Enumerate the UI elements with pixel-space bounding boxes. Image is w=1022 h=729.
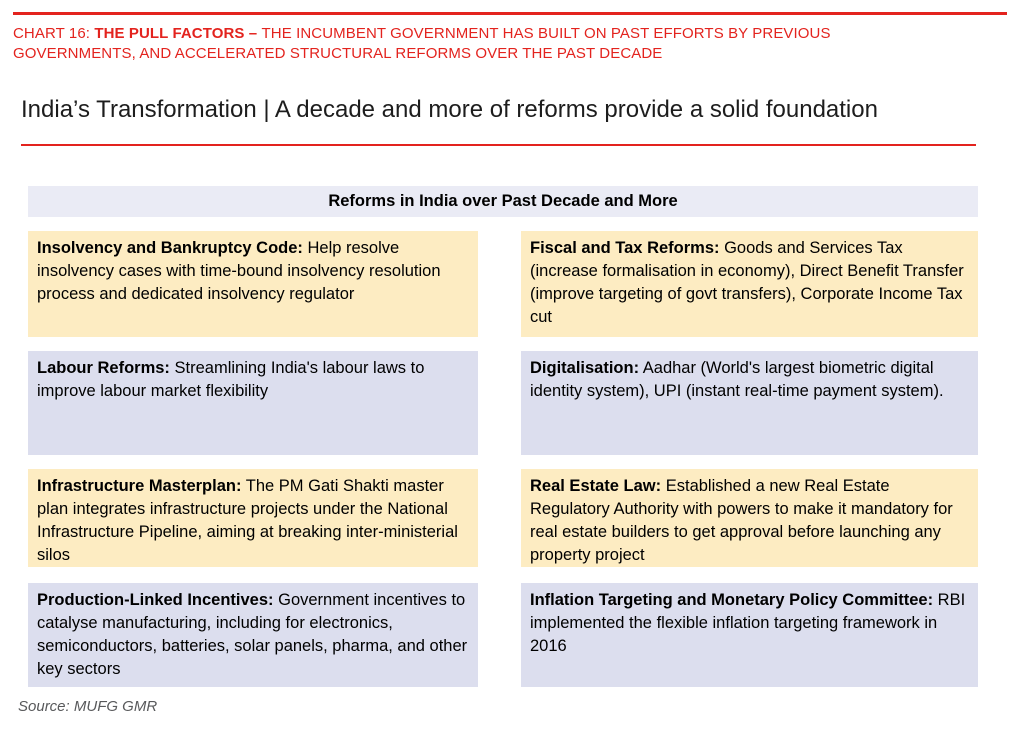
cell-heading: Production-Linked Incentives:	[37, 591, 274, 609]
cell-body: Help resolve insolvency cases with time-bound insolvency resolution process and dedicated insolvency regulator	[37, 239, 441, 303]
kicker-prefix: CHART 16:	[13, 25, 95, 42]
cell-heading: Fiscal and Tax Reforms:	[530, 239, 720, 257]
cell-heading: Real Estate Law:	[530, 477, 662, 495]
chart-kicker	[13, 24, 948, 64]
cell-body: Streamlining India's labour laws to improve labour market flexibility	[37, 359, 425, 400]
cell-real-estate-law	[521, 469, 978, 567]
cell-infrastructure-masterplan	[28, 469, 478, 567]
kicker-rest: THE INCUMBENT GOVERNMENT HAS BUILT ON PAST EFFORTS BY PREVIOUS GOVERNMENTS, AND ACCELERATED STRUCTURAL REFORMS OVER THE PAST DECADE	[13, 25, 831, 62]
cell-labour-reforms	[28, 351, 478, 455]
cell-heading: Infrastructure Masterplan:	[37, 477, 242, 495]
cell-body: Government incentives to catalyse manufacturing, including for electronics, semiconductors, batteries, solar panels, pharma, and other key sectors	[37, 591, 468, 678]
title-underline	[21, 144, 976, 146]
cell-insolvency-bankruptcy-code	[28, 231, 478, 337]
cell-digitalisation	[521, 351, 978, 455]
cell-body: Established a new Real Estate Regulatory Authority with powers to make it mandatory for real estate builders to get approval before launching any property project	[530, 477, 953, 564]
cell-heading: Insolvency and Bankruptcy Code:	[37, 239, 303, 257]
cell-body: Goods and Services Tax (increase formalisation in economy), Direct Benefit Transfer (improve targeting of govt transfers), Corporate Income Tax cut	[530, 239, 964, 326]
source-note: Source: MUFG GMR	[18, 698, 158, 715]
kicker-bold-phrase: THE PULL FACTORS –	[94, 25, 262, 42]
cell-heading: Digitalisation:	[530, 359, 640, 377]
table-header: Reforms in India over Past Decade and More	[28, 186, 978, 217]
cell-heading: Labour Reforms:	[37, 359, 170, 377]
top-divider-line	[13, 12, 1007, 15]
cell-body: Aadhar (World's largest biometric digital identity system), UPI (instant real-time payment system).	[530, 359, 944, 400]
cell-body: The PM Gati Shakti master plan integrates infrastructure projects under the National Infrastructure Pipeline, aiming at breaking inter-ministerial silos	[37, 477, 458, 564]
cell-inflation-targeting-mpc	[521, 583, 978, 687]
cell-heading: Inflation Targeting and Monetary Policy Committee:	[530, 591, 934, 609]
cell-fiscal-tax-reforms	[521, 231, 978, 337]
cell-body: RBI implemented the flexible inflation targeting framework in 2016	[530, 591, 966, 655]
cell-production-linked-incentives	[28, 583, 478, 687]
page-title: India’s Transformation | A decade and more of reforms provide a solid foundation	[21, 96, 878, 123]
